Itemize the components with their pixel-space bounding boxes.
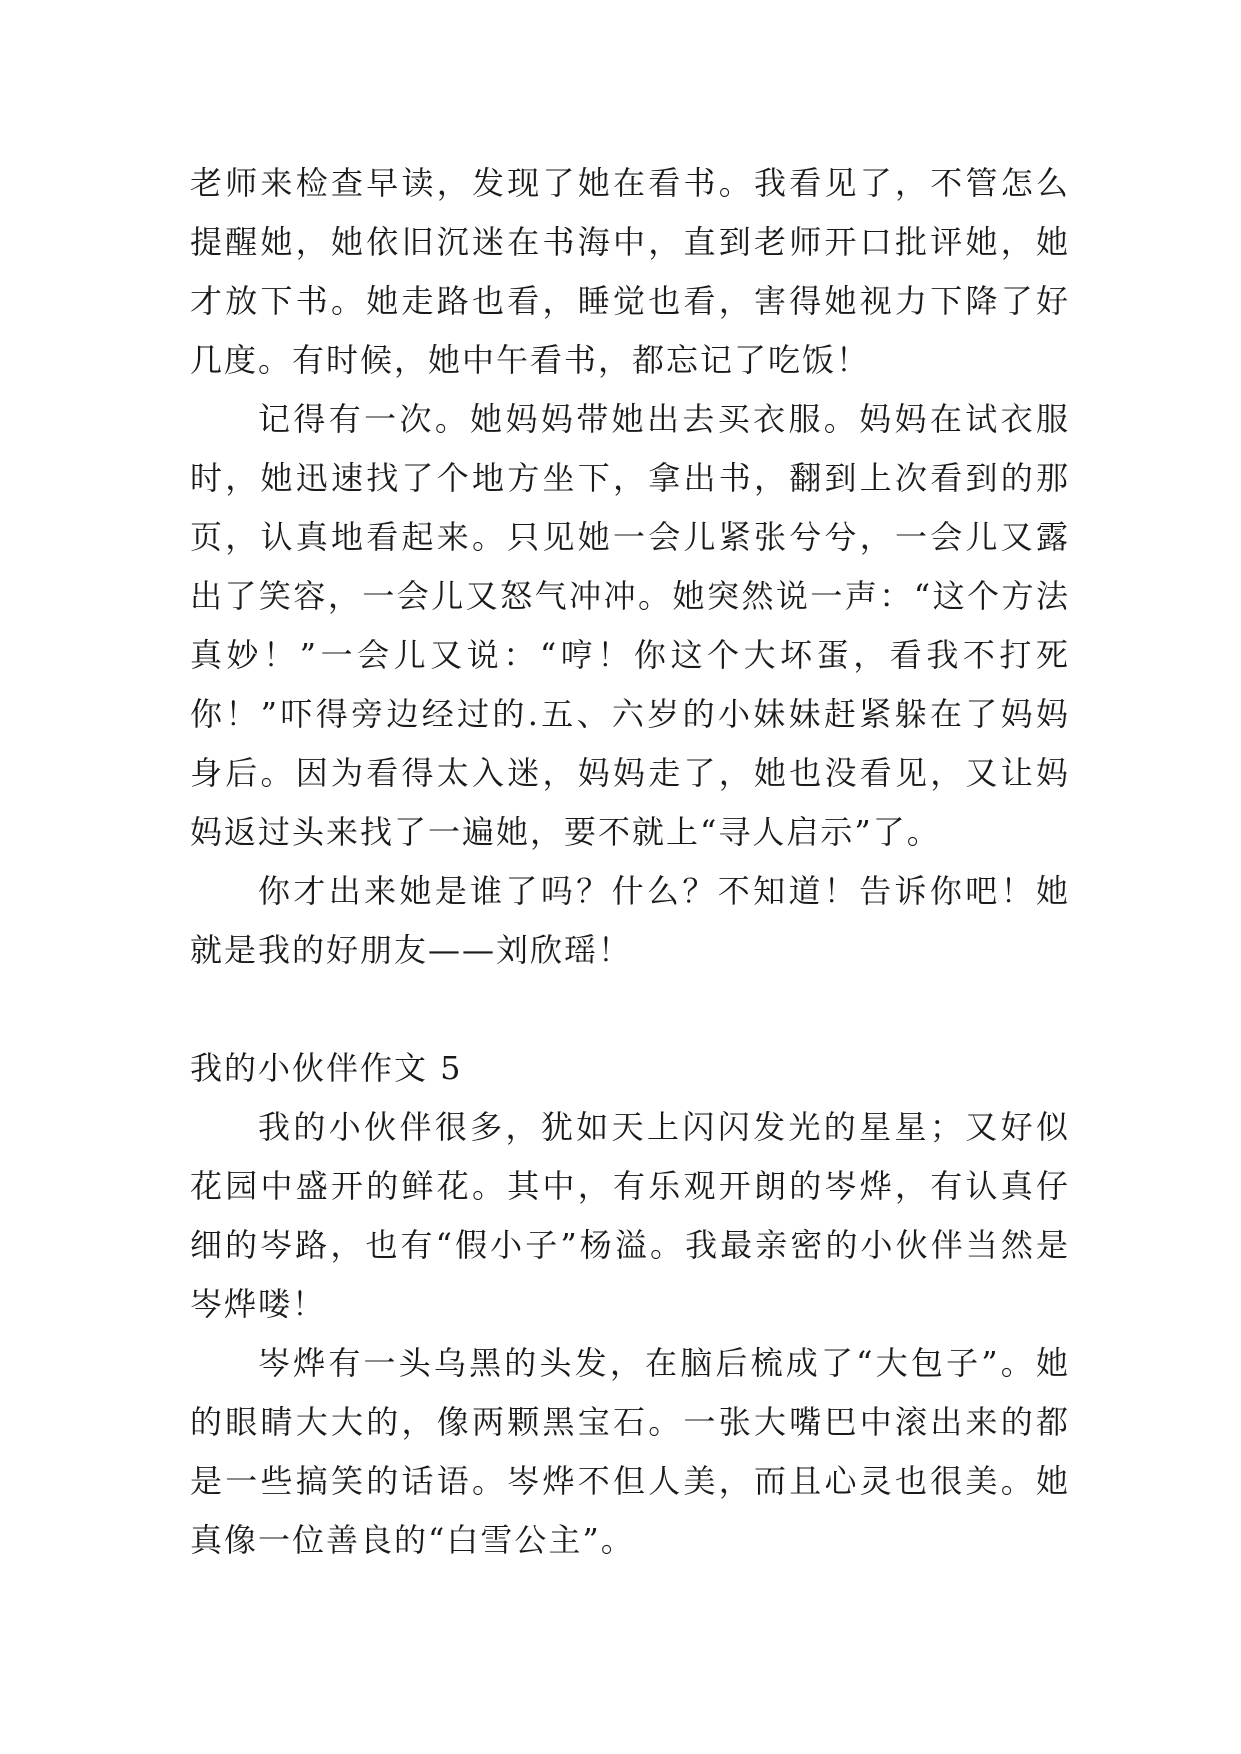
paragraph-3: 你才出来她是谁了吗？什么？不知道！告诉你吧！她就是我的好朋友——刘欣瑶！ xyxy=(190,872,1070,969)
document-body xyxy=(190,154,1070,1570)
section-title: 我的小伙伴作文 5 xyxy=(190,1049,463,1087)
paragraph-5: 岑烨有一头乌黑的头发，在脑后梳成了“大包子”。她的眼睛大大的，像两颗黑宝石。一张大嘴巴中滚出来的都是一些搞笑的话语。岑烨不但人美，而且心灵也很美。她真像一位善良的“白雪公主”。 xyxy=(190,1344,1070,1559)
paragraph-4: 我的小伙伴很多，犹如天上闪闪发光的星星；又好似花园中盛开的鲜花。其中，有乐观开朗的岑烨，有认真仔细的岑路，也有“假小子”杨溢。我最亲密的小伙伴当然是岑烨喽！ xyxy=(190,1108,1070,1323)
paragraph-1: 老师来检查早读，发现了她在看书。我看见了，不管怎么提醒她，她依旧沉迷在书海中，直到老师开口批评她，她才放下书。她走路也看，睡觉也看，害得她视力下降了好几度。有时候，她中午看书，都忘记了吃饭！ xyxy=(190,164,1070,379)
paragraph-2: 记得有一次。她妈妈带她出去买衣服。妈妈在试衣服时，她迅速找了个地方坐下，拿出书，翻到上次看到的那页，认真地看起来。只见她一会儿紧张兮兮，一会儿又露出了笑容，一会儿又怒气冲冲。她突然说一声：“这个方法真妙！”一会儿又说：“哼！你这个大坏蛋，看我不打死你！”吓得旁边经过的.五、六岁的小妹妹赶紧躲在了妈妈身后。因为看得太入迷，妈妈走了，她也没看见，又让妈妈返过头来找了一遍她，要不就上“寻人启示”了。 xyxy=(190,400,1070,851)
